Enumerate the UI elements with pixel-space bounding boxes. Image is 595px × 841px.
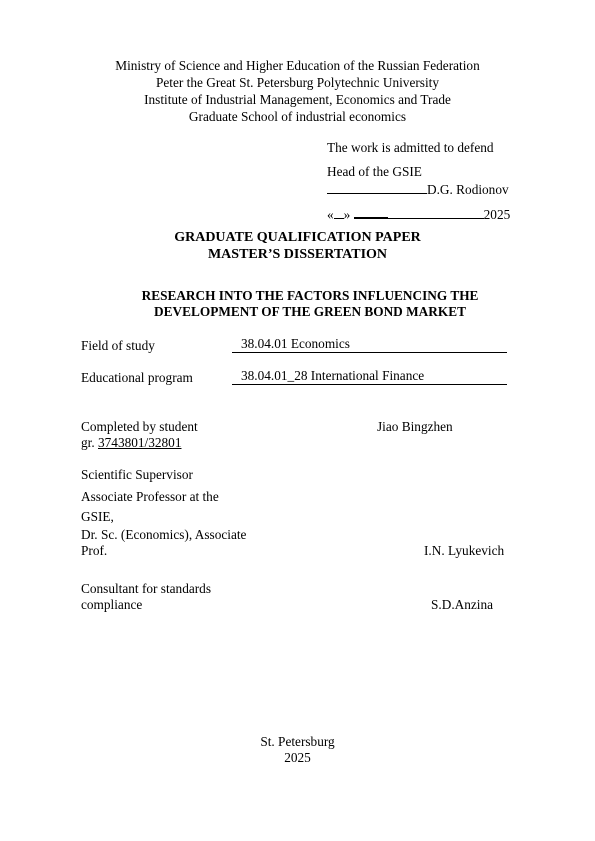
consultant-line-1: Consultant for standards [81, 581, 211, 596]
date-open-quote: « [327, 207, 334, 222]
supervisor-line-1: Associate Professor at the [81, 489, 219, 504]
paper-type-title: GRADUATE QUALIFICATION PAPER [174, 230, 421, 245]
program-value: 38.04.01_28 International Finance [241, 368, 425, 383]
group-number: 3743801/32801 [98, 435, 182, 450]
head-name: D.G. Rodionov [427, 182, 509, 197]
university-line: Peter the Great St. Petersburg Polytechnic University [156, 75, 439, 90]
day-line [334, 206, 344, 219]
admission-year: 2025 [483, 207, 511, 222]
group-prefix: gr. [81, 435, 95, 450]
supervisor-line-4: Prof. [81, 543, 108, 558]
footer-year: 2025 [284, 750, 311, 765]
topic-title-line1: RESEARCH INTO THE FACTORS INFLUENCING THE [141, 288, 479, 303]
date-close-quote: » [343, 207, 351, 222]
supervisor-name: I.N. Lyukevich [424, 543, 505, 558]
head-title: Head of the GSIE [327, 164, 422, 179]
student-label: Completed by student [81, 419, 198, 434]
supervisor-label: Scientific Supervisor [81, 467, 193, 482]
consultant-name: S.D.Anzina [431, 597, 494, 612]
topic-title-line2: DEVELOPMENT OF THE GREEN BOND MARKET [154, 304, 466, 319]
ministry-line: Ministry of Science and Higher Education of the Russian Federation [115, 58, 480, 73]
consultant-line-2: compliance [81, 597, 143, 612]
supervisor-line-2: GSIE, [81, 509, 114, 524]
field-of-study-value: 38.04.01 Economics [241, 336, 350, 351]
supervisor-line-3: Dr. Sc. (Economics), Associate [81, 527, 247, 542]
student-name: Jiao Bingzhen [377, 419, 453, 434]
program-label: Educational program [81, 370, 193, 385]
head-signature-row [327, 181, 509, 198]
institute-line: Institute of Industrial Management, Economics and Trade [144, 92, 451, 107]
dissertation-type-title: MASTER’S DISSERTATION [207, 247, 388, 262]
footer-city: St. Petersburg [260, 734, 335, 749]
signature-line [327, 181, 427, 194]
field-of-study-label: Field of study [81, 338, 155, 353]
month-line [388, 206, 484, 219]
month-bold-line [354, 205, 388, 219]
admission-date-row [327, 205, 510, 223]
group-row [81, 435, 181, 451]
admitted-text: The work is admitted to defend [327, 140, 494, 155]
school-line: Graduate School of industrial economics [188, 109, 407, 124]
